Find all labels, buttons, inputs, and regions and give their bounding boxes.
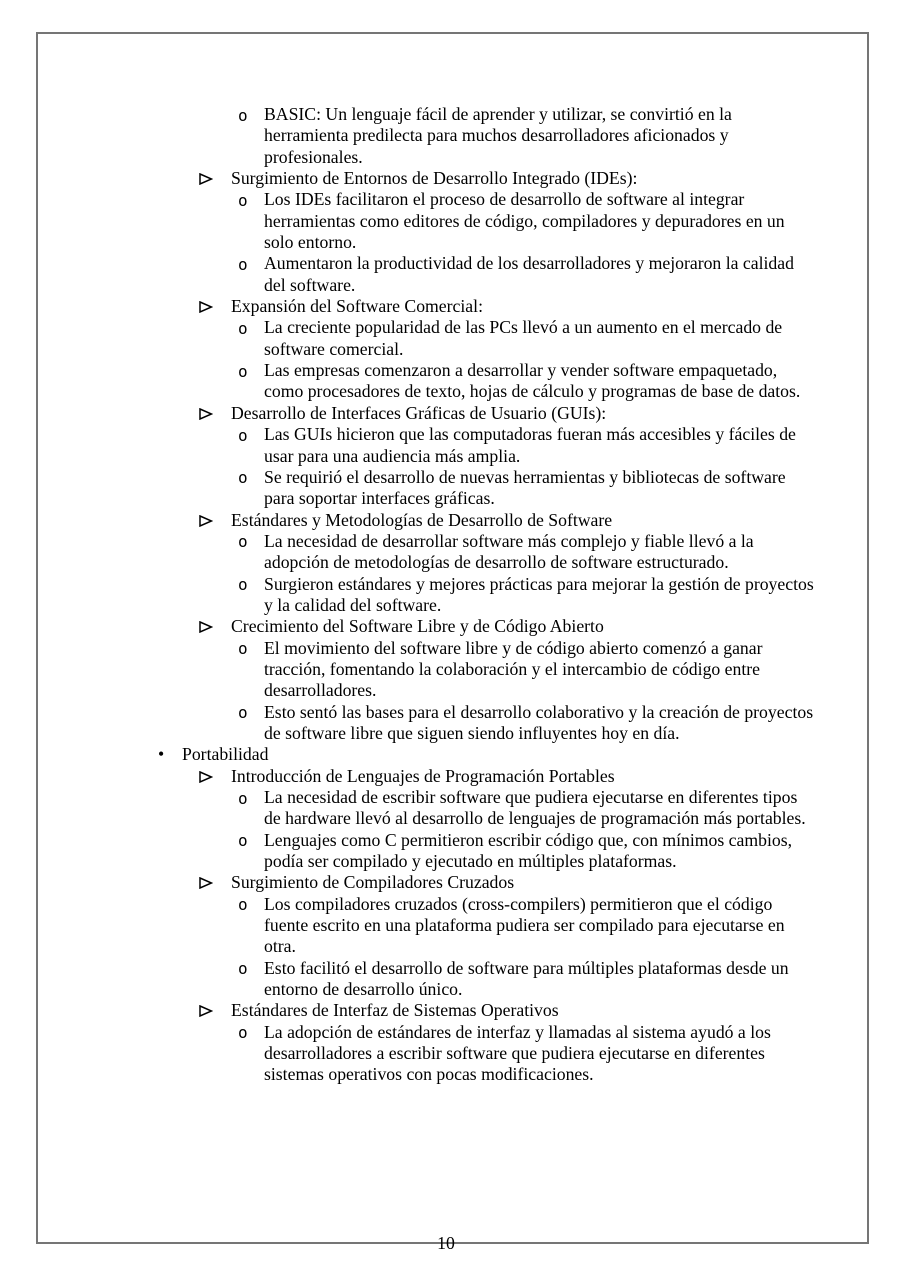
- list-item: [0, 467, 906, 510]
- arrow-bullet-icon: [199, 408, 213, 420]
- arrow-bullet-icon: [199, 621, 213, 633]
- list-item: [0, 531, 906, 574]
- circle-bullet-icon: o: [238, 532, 248, 552]
- list-item-text: Estándares y Metodologías de Desarrollo de Software: [231, 509, 613, 530]
- list-item: [0, 253, 906, 296]
- list-item-text: La adopción de estándares de interfaz y llamadas al sistema ayudó a los desarrolladores a escribir software que pudiera ejecutarse en diferentes sistemas operativos con pocas modificaciones.: [264, 1021, 771, 1085]
- circle-bullet-icon: o: [238, 105, 248, 125]
- list-item-text: Desarrollo de Interfaces Gráficas de Usuario (GUIs):: [231, 402, 607, 423]
- list-item-text: Esto sentó las bases para el desarrollo colaborativo y la creación de proyectos de software libre que siguen siendo influyentes hoy en día.: [264, 701, 814, 743]
- list-item-text: Los compiladores cruzados (cross-compilers) permitieron que el código fuente escrito en una plataforma pudiera ser compilado para ejecutarse en otra.: [264, 893, 785, 957]
- list-item-text: Expansión del Software Comercial:: [231, 296, 483, 317]
- list-item-text: Introducción de Lenguajes de Programación Portables: [231, 765, 615, 786]
- list-item: [0, 510, 906, 531]
- circle-bullet-icon: o: [238, 575, 248, 595]
- list-item: [0, 403, 906, 424]
- circle-bullet-icon: o: [238, 895, 248, 915]
- list-item-text: Las GUIs hicieron que las computadoras fueran más accesibles y fáciles de usar para una audiencia más amplia.: [264, 424, 796, 466]
- arrow-bullet-icon: [199, 173, 213, 185]
- circle-bullet-icon: o: [238, 639, 248, 659]
- list-item: [0, 787, 906, 830]
- arrow-bullet-icon: [199, 1005, 213, 1017]
- circle-bullet-icon: o: [238, 831, 248, 851]
- list-item-text: El movimiento del software libre y de código abierto comenzó a ganar tracción, fomentando la colaboración y el intercambio de código entre desarrolladores.: [264, 637, 763, 701]
- list-item-text: Portabilidad: [182, 744, 269, 765]
- circle-bullet-icon: o: [238, 254, 248, 274]
- list-item: [0, 104, 906, 168]
- list-item: [0, 872, 906, 893]
- list-item-text: La necesidad de escribir software que pudiera ejecutarse en diferentes tipos de hardware llevó al desarrollo de lenguajes de programación más portables.: [264, 787, 806, 829]
- bullet-list: [0, 104, 906, 1086]
- circle-bullet-icon: o: [238, 959, 248, 979]
- list-item-text: La creciente popularidad de las PCs llevó a un aumento en el mercado de software comercial.: [264, 317, 783, 359]
- list-item-text: Surgimiento de Entornos de Desarrollo Integrado (IDEs):: [231, 168, 638, 189]
- arrow-bullet-icon: [199, 877, 213, 889]
- arrow-bullet-icon: [199, 301, 213, 313]
- list-item: [0, 830, 906, 873]
- circle-bullet-icon: o: [238, 318, 248, 338]
- circle-bullet-icon: o: [238, 468, 248, 488]
- list-item-text: La necesidad de desarrollar software más complejo y fiable llevó a la adopción de metodologías de desarrollo de software estructurado.: [264, 530, 754, 573]
- list-item: [0, 766, 906, 787]
- list-item: [0, 1022, 906, 1086]
- list-item-text: Surgieron estándares y mejores prácticas para mejorar la gestión de proyectos y la calidad del software.: [264, 573, 814, 615]
- list-item-text: Surgimiento de Compiladores Cruzados: [231, 872, 515, 893]
- list-item-text: Los IDEs facilitaron el proceso de desarrollo de software al integrar herramientas como editores de código, compiladores y depuradores en un solo entorno.: [264, 189, 785, 253]
- circle-bullet-icon: o: [238, 1023, 248, 1043]
- list-item: [0, 296, 906, 317]
- list-item: [0, 894, 906, 958]
- list-item: [0, 638, 906, 702]
- circle-bullet-icon: o: [238, 788, 248, 808]
- list-item-text: Las empresas comenzaron a desarrollar y vender software empaquetado, como procesadores de texto, hojas de cálculo y programas de base de datos.: [264, 360, 801, 402]
- bullet-dot-icon: •: [158, 744, 165, 765]
- list-item: [0, 189, 906, 253]
- list-item-text: Esto facilitó el desarrollo de software para múltiples plataformas desde un entorno de desarrollo único.: [264, 957, 789, 1000]
- arrow-bullet-icon: [199, 515, 213, 527]
- list-item: [0, 168, 906, 189]
- circle-bullet-icon: o: [238, 361, 248, 381]
- list-item: [0, 702, 906, 745]
- arrow-bullet-icon: [199, 771, 213, 783]
- list-item: [0, 360, 906, 403]
- list-item: [0, 1000, 906, 1021]
- circle-bullet-icon: o: [238, 190, 248, 210]
- list-item-text: Se requirió el desarrollo de nuevas herramientas y bibliotecas de software para soportar interfaces gráficas.: [264, 466, 786, 509]
- list-item-text: Aumentaron la productividad de los desarrolladores y mejoraron la calidad del software.: [264, 253, 794, 295]
- list-item: [0, 424, 906, 467]
- list-item-text: Lenguajes como C permitieron escribir código que, con mínimos cambios, podía ser compilado y ejecutado en múltiples plataformas.: [264, 829, 793, 872]
- list-item-text: Estándares de Interfaz de Sistemas Operativos: [231, 1000, 559, 1021]
- list-item: [0, 744, 906, 765]
- list-item: [0, 616, 906, 637]
- page-number: 10: [437, 1233, 455, 1253]
- circle-bullet-icon: o: [238, 425, 248, 445]
- list-item-text: Crecimiento del Software Libre y de Código Abierto: [231, 616, 604, 637]
- list-item: [0, 574, 906, 617]
- list-item: [0, 958, 906, 1001]
- list-item: [0, 317, 906, 360]
- list-item-text: BASIC: Un lenguaje fácil de aprender y utilizar, se convirtió en la herramienta predilecta para muchos desarrolladores aficionados y profesionales.: [264, 104, 732, 167]
- circle-bullet-icon: o: [238, 703, 248, 723]
